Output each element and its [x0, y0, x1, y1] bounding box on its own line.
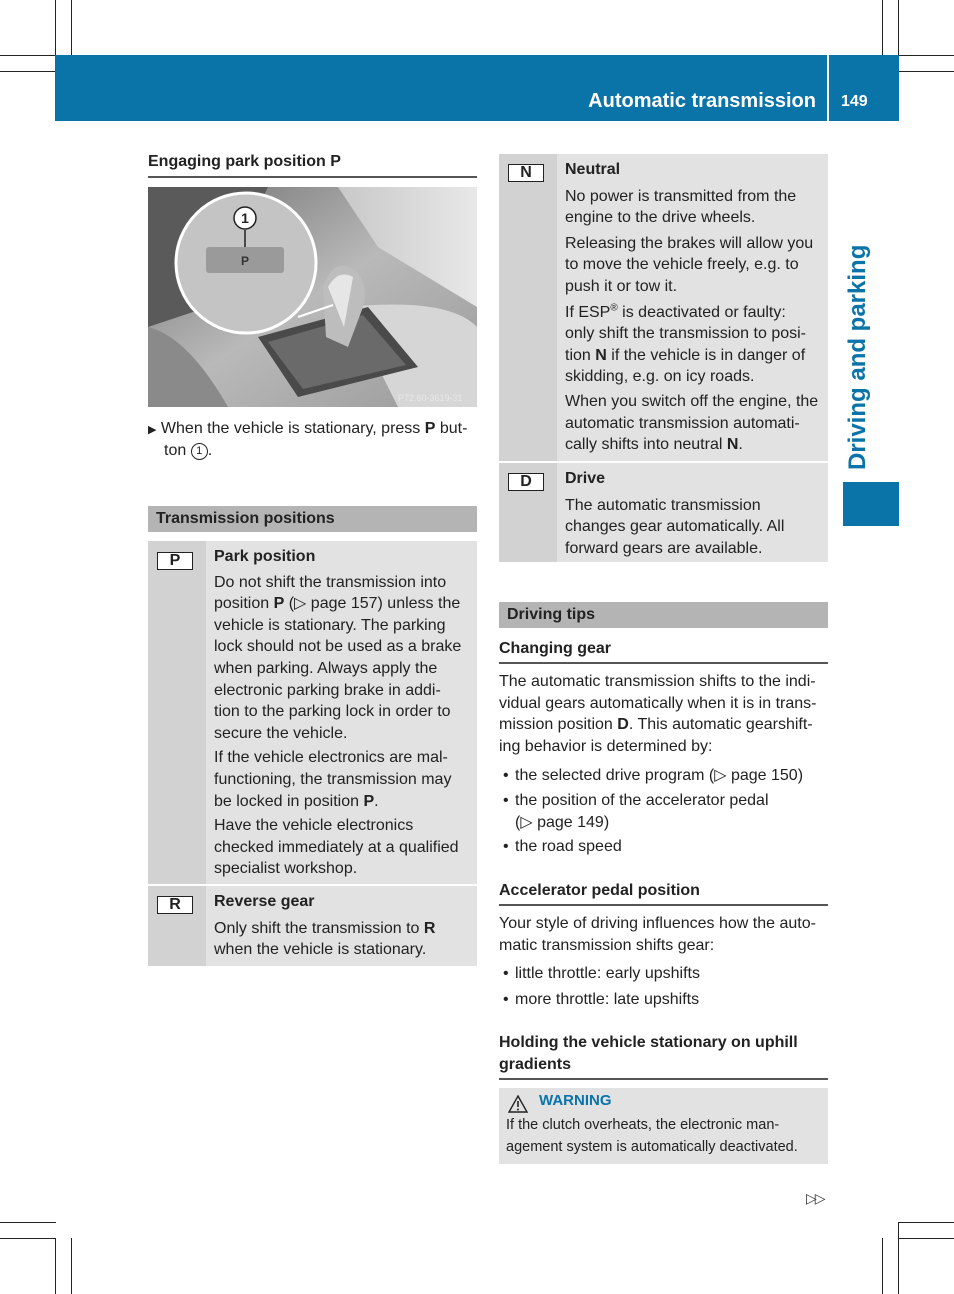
park-description: Park position Do not shift the transmission into position P (▷ page 157) unless the vehicle is stationary. The parking lock should not be used as a brake when parking. Always apply the electronic parking brake in addi- tion to the parking lock in order to secure the vehicle. If the vehicle electronics are mal- functioning, the transmission may be locked in position P. Have the vehicle electronics checked immediately at a qualified specialist workshop. [214, 546, 476, 880]
image-code: P72.60-3619-31 [398, 393, 463, 403]
drive-key-symbol: D [508, 473, 544, 491]
crop-mark [898, 0, 899, 56]
drive-description: Drive The automatic transmission changes gear automatically. All forward gears are available. [565, 468, 827, 559]
crop-mark [898, 1238, 954, 1239]
gear-selector-image [148, 187, 477, 407]
changing-gear-heading: Changing gear [499, 640, 612, 657]
driving-tips-heading: Driving tips [499, 602, 828, 628]
crop-mark [898, 71, 954, 72]
crop-mark [898, 1222, 954, 1223]
park-title: Park position [214, 548, 316, 565]
bullet-marker: • [503, 838, 509, 855]
key-cell [148, 886, 206, 966]
list-item: little throttle: early upshifts [515, 965, 700, 982]
reverse-key-symbol: R [157, 896, 193, 914]
chapter-tab-marker [843, 482, 899, 526]
callout-letter: P [240, 254, 250, 268]
chapter-label-text: Driving and parking [844, 244, 871, 470]
crop-mark [882, 0, 883, 56]
crop-mark [71, 0, 72, 56]
transmission-positions-heading: Transmission positions [148, 506, 477, 532]
callout-number: 1 [241, 210, 249, 226]
heading-rule [499, 1078, 828, 1080]
drive-title: Drive [565, 470, 606, 487]
warning-text: If the clutch overheats, the electronic man- agement system is automatically deactivated. [506, 1117, 798, 1155]
crop-mark [71, 1238, 72, 1294]
park-position-row [148, 541, 477, 884]
warning-label: WARNING [539, 1092, 612, 1109]
heading-rule [499, 904, 828, 906]
list-item: the selected drive program (▷ page 150) [515, 767, 804, 784]
park-key-symbol: P [157, 552, 193, 570]
neutral-title: Neutral [565, 161, 621, 178]
header-divider [827, 55, 829, 121]
reverse-title: Reverse gear [214, 893, 315, 910]
accelerator-heading: Accelerator pedal position [499, 882, 700, 899]
reverse-gear-row [148, 886, 477, 966]
page-title: Automatic transmission [588, 90, 816, 112]
crop-mark [898, 1222, 899, 1294]
heading-rule [148, 176, 477, 178]
bullet-marker: • [503, 767, 509, 784]
continue-arrows-icon: ▷▷ [806, 1190, 824, 1206]
uphill-heading: Holding the vehicle stationary on uphill gradients [499, 1034, 798, 1073]
key-cell [148, 541, 206, 884]
neutral-row [499, 154, 828, 461]
accelerator-text: Your style of driving influences how the auto- matic transmission shifts gear: [499, 915, 816, 954]
warning-triangle-icon [507, 1094, 529, 1114]
heading-rule [499, 662, 828, 664]
engage-park-heading: Engaging park position P [148, 153, 341, 170]
changing-gear-text: The automatic transmission shifts to the indi- vidual gears automatically when it is in trans- mission position D. This automatic gearshift- ing behavior is determined by: [499, 673, 817, 755]
list-item: the position of the accelerator pedal (▷ page 149) [515, 792, 769, 831]
crop-mark [55, 0, 56, 56]
crop-mark [0, 71, 56, 72]
bullet-marker: • [503, 991, 509, 1008]
crop-mark [0, 55, 56, 56]
list-item: the road speed [515, 838, 622, 855]
reverse-description: Reverse gear Only shift the transmission to R when the vehicle is stationary. [214, 891, 476, 961]
crop-mark [898, 55, 954, 56]
callout-circle: 1 [191, 443, 208, 460]
instruction-line-1: ▶ When the vehicle is stationary, press P but- [148, 420, 468, 437]
key-cell [499, 463, 557, 562]
crop-mark [0, 1238, 56, 1239]
bullet-marker: • [503, 792, 509, 809]
neutral-key-symbol: N [508, 164, 544, 182]
drive-row [499, 463, 828, 562]
key-cell [499, 154, 557, 461]
crop-mark [55, 1238, 56, 1294]
list-item: more throttle: late upshifts [515, 991, 700, 1008]
crop-mark [882, 1238, 883, 1294]
crop-mark [0, 1222, 56, 1223]
neutral-description: Neutral No power is transmitted from the engine to the drive wheels. Releasing the brakes will allow you to move the vehicle freely, e.g. to push it or tow it. If ESP® is deactivated or faulty: only shift the transmission to posi- tion N if the vehicle is in danger of skidding, e.g. on icy roads. When you switch off the engine, the automatic transmission automati- cally shifts into neutral N. [565, 159, 827, 456]
chapter-side-label [841, 244, 871, 470]
instruction-marker: ▶ [148, 424, 157, 436]
page-number: 149 [841, 93, 868, 110]
warning-box [499, 1088, 828, 1164]
bullet-marker: • [503, 965, 509, 982]
instruction-line-2: ton 1 . [164, 442, 213, 459]
